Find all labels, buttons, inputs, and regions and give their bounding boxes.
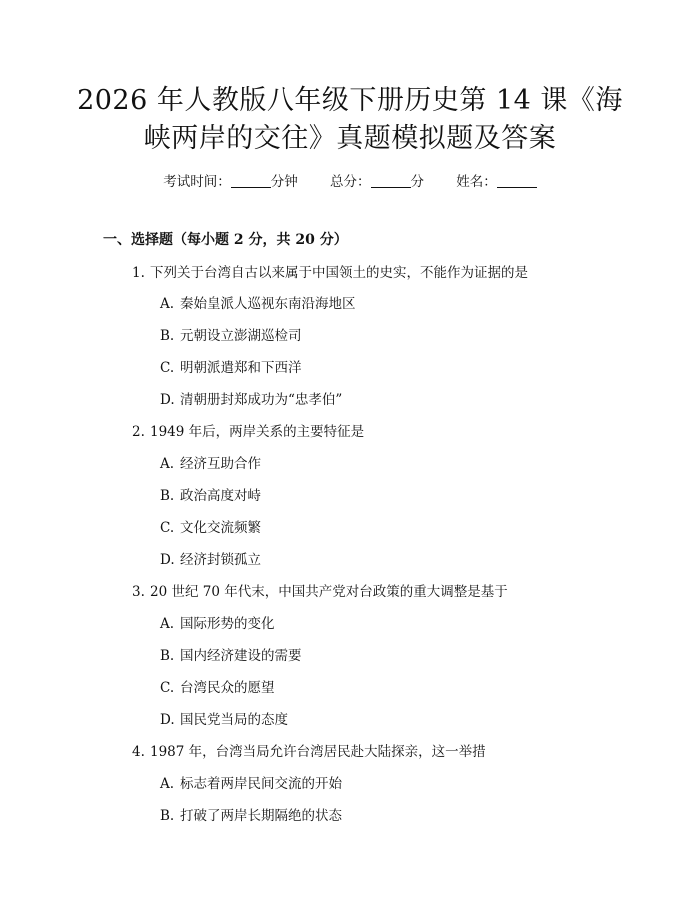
question-text: 1987 年，台湾当局允许台湾居民赴大陆探亲，这一举措 xyxy=(150,744,486,760)
total-score-unit: 分 xyxy=(410,174,424,190)
q2-option-c xyxy=(160,516,261,536)
exam-time xyxy=(163,170,298,190)
option-text: 政治高度对峙 xyxy=(180,488,261,504)
total-score xyxy=(330,170,424,190)
option-letter: B. xyxy=(160,328,175,344)
q2-option-a xyxy=(160,452,261,472)
student-name-blank xyxy=(497,175,537,188)
question-text: 1949 年后，两岸关系的主要特征是 xyxy=(150,424,365,440)
q4-option-a xyxy=(160,772,342,792)
question-text: 20 世纪 70 年代末，中国共产党对台政策的重大调整是基于 xyxy=(150,584,508,600)
question-number: 1. xyxy=(132,265,145,281)
student-name xyxy=(456,170,537,190)
option-letter: A. xyxy=(160,776,175,792)
option-letter: C. xyxy=(160,680,175,696)
question-number: 2. xyxy=(132,424,145,440)
q3-option-b xyxy=(160,644,302,664)
q3-option-c xyxy=(160,676,275,696)
option-letter: D. xyxy=(160,392,175,408)
student-name-label: 姓名： xyxy=(456,174,497,190)
option-letter: A. xyxy=(160,456,175,472)
option-text: 经济封锁孤立 xyxy=(180,552,261,568)
option-text: 经济互助合作 xyxy=(180,456,261,472)
option-letter: D. xyxy=(160,712,175,728)
option-text: 国际形势的变化 xyxy=(180,616,275,632)
question-4 xyxy=(132,740,486,760)
q1-option-d xyxy=(160,388,342,408)
option-text: 清朝册封郑成功为“忠孝伯” xyxy=(180,392,343,408)
option-text: 台湾民众的愿望 xyxy=(180,680,275,696)
exam-info-row xyxy=(0,170,700,190)
q3-option-a xyxy=(160,612,275,632)
option-letter: B. xyxy=(160,488,175,504)
q2-option-d xyxy=(160,548,261,568)
q3-option-d xyxy=(160,708,288,728)
option-text: 秦始皇派人巡视东南沿海地区 xyxy=(180,296,356,312)
exam-time-blank xyxy=(231,175,271,188)
option-letter: D. xyxy=(160,552,175,568)
section-heading: 一、选择题（每小题 2 分，共 20 分） xyxy=(103,232,348,248)
exam-time-unit: 分钟 xyxy=(270,174,298,190)
question-2 xyxy=(132,420,364,440)
option-text: 元朝设立澎湖巡检司 xyxy=(180,328,302,344)
option-letter: A. xyxy=(160,296,175,312)
question-number: 4. xyxy=(132,744,145,760)
option-text: 文化交流频繁 xyxy=(180,520,261,536)
option-text: 国民党当局的态度 xyxy=(180,712,288,728)
option-letter: C. xyxy=(160,520,175,536)
question-text: 下列关于台湾自古以来属于中国领土的史实，不能作为证据的是 xyxy=(150,265,528,281)
q1-option-a xyxy=(160,292,356,312)
total-score-label: 总分： xyxy=(330,174,371,190)
document-title xyxy=(60,82,640,158)
total-score-blank xyxy=(371,175,411,188)
option-letter: C. xyxy=(160,360,175,376)
option-letter: B. xyxy=(160,808,175,824)
title-line-2: 峡两岸的交往》真题模拟题及答案 xyxy=(143,123,557,154)
question-1 xyxy=(132,261,528,281)
option-text: 国内经济建设的需要 xyxy=(180,648,302,664)
option-letter: B. xyxy=(160,648,175,664)
q1-option-c xyxy=(160,356,302,376)
option-text: 明朝派遣郑和下西洋 xyxy=(180,360,302,376)
option-text: 打破了两岸长期隔绝的状态 xyxy=(180,808,342,824)
title-line-1: 2026 年人教版八年级下册历史第 14 课《海 xyxy=(77,85,623,116)
q4-option-b xyxy=(160,804,342,824)
exam-time-label: 考试时间： xyxy=(163,174,231,190)
q2-option-b xyxy=(160,484,261,504)
question-number: 3. xyxy=(132,584,145,600)
option-letter: A. xyxy=(160,616,175,632)
option-text: 标志着两岸民间交流的开始 xyxy=(180,776,342,792)
question-3 xyxy=(132,580,508,600)
q1-option-b xyxy=(160,324,302,344)
